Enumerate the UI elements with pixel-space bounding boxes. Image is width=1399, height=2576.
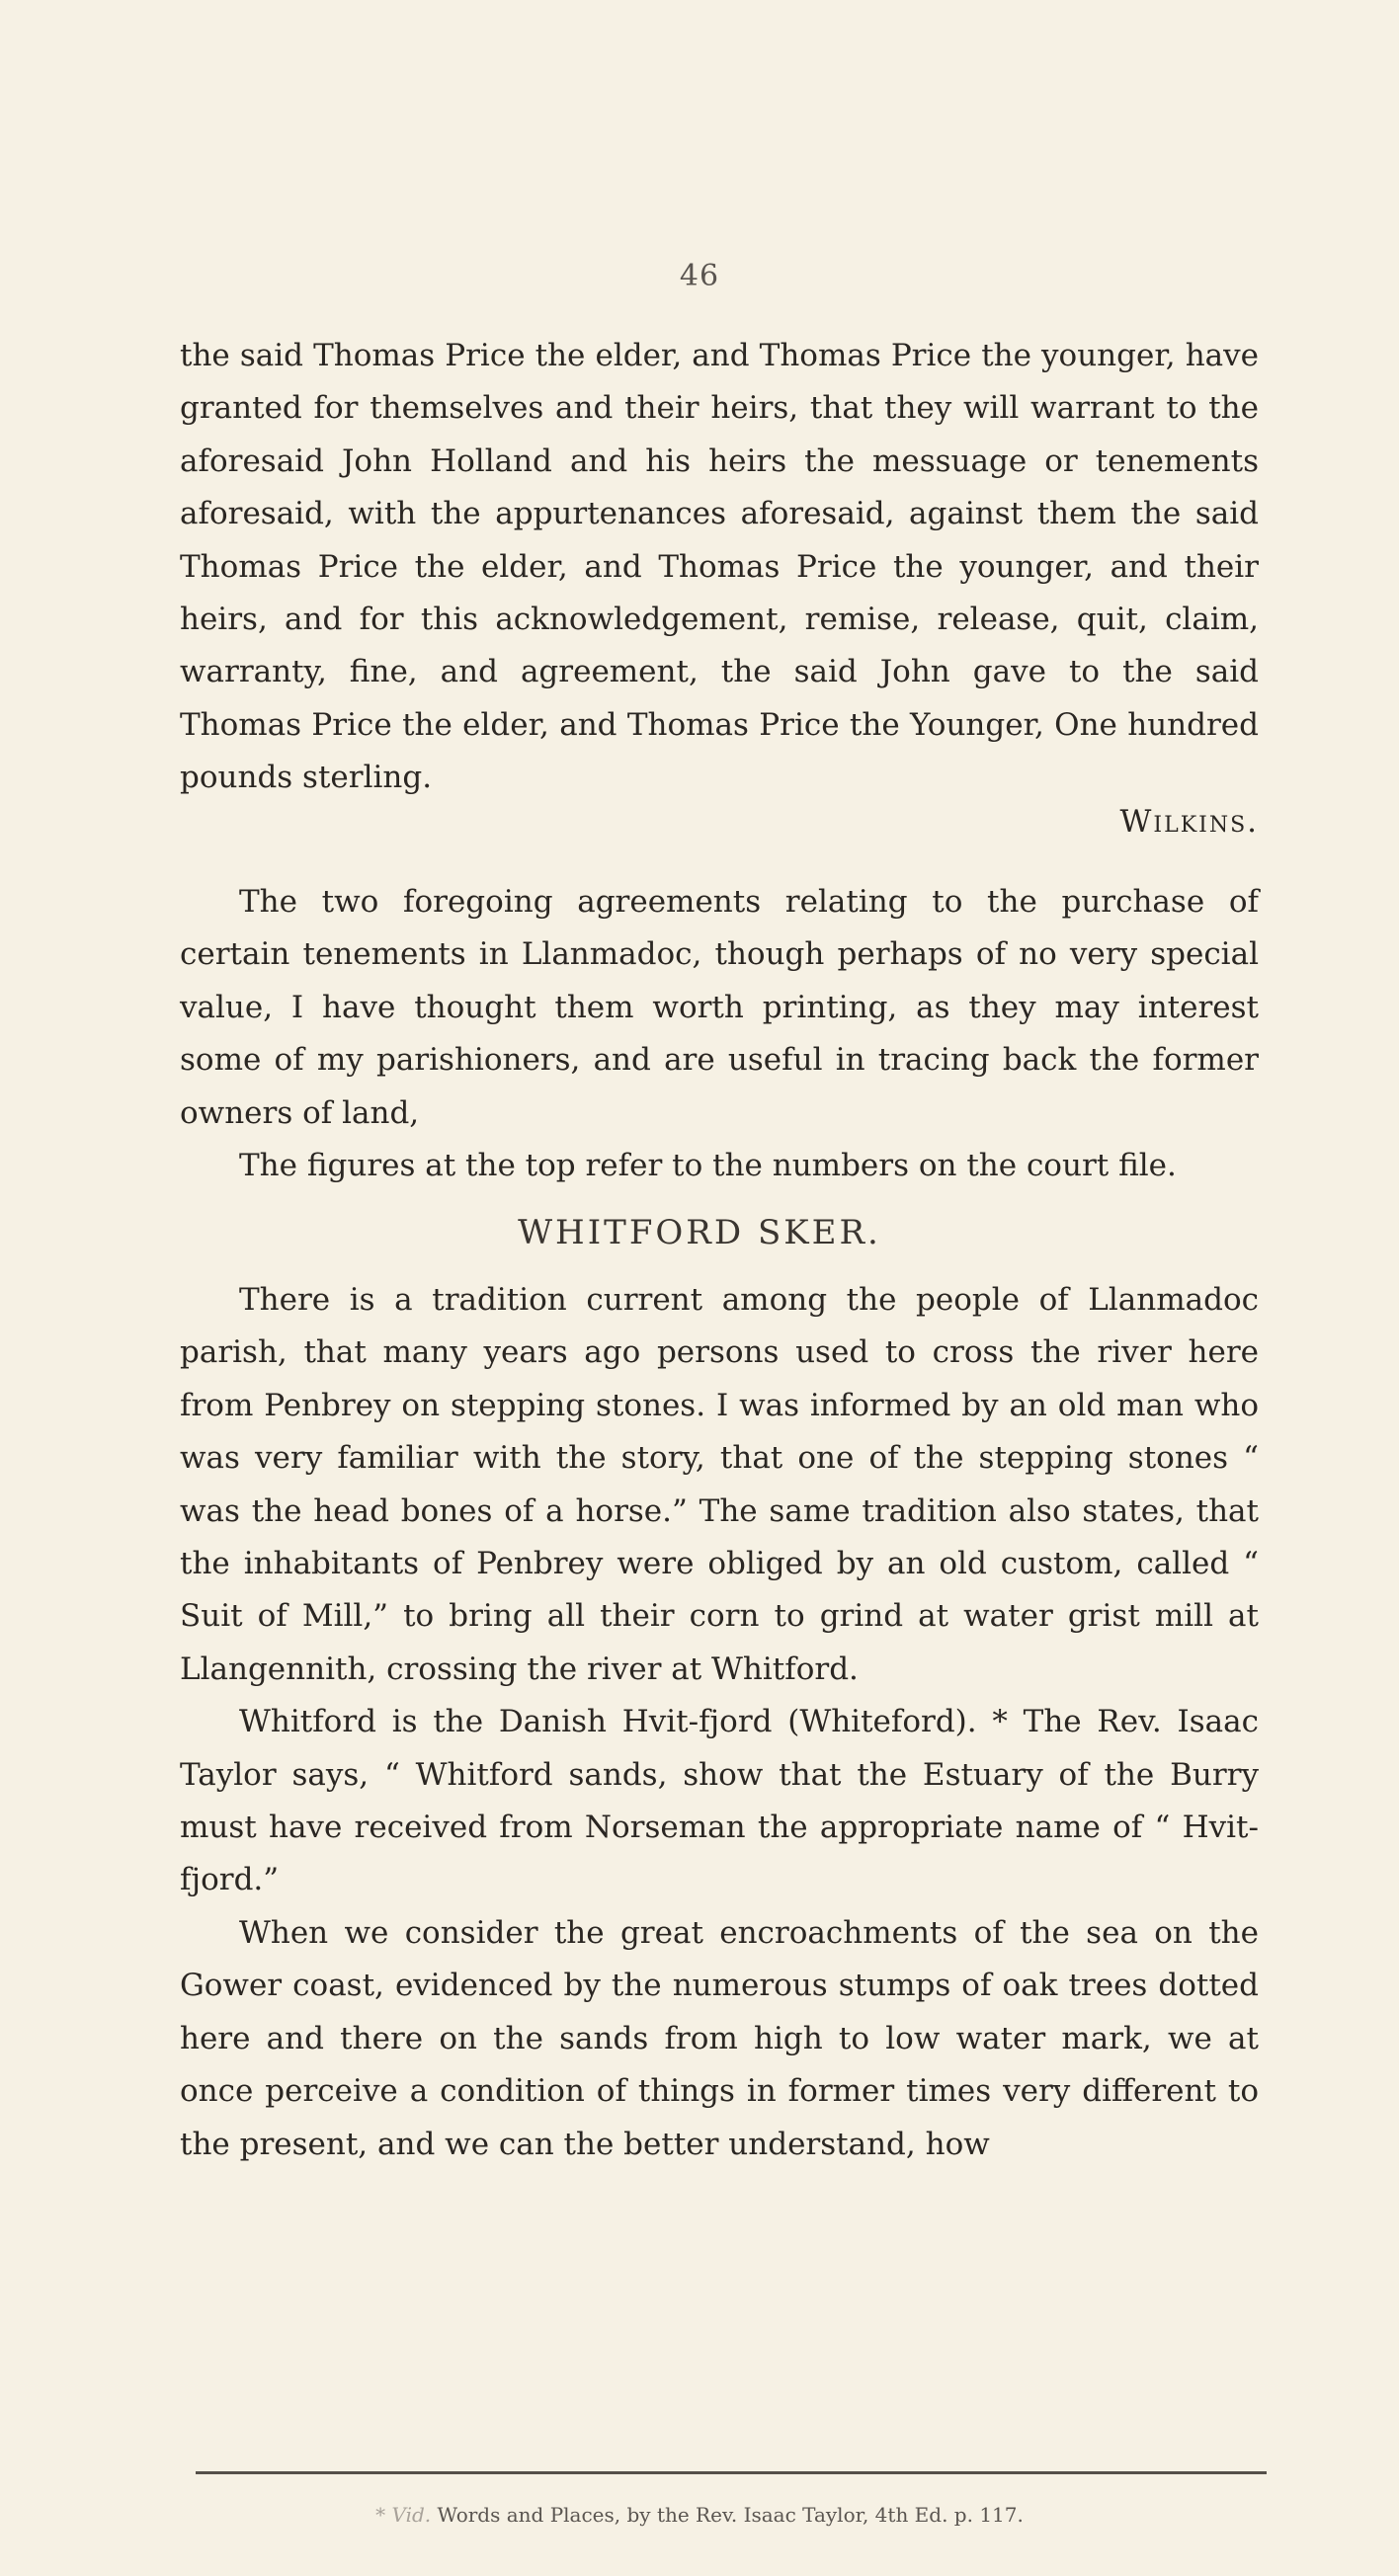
paragraph: Whitford is the Danish Hvit-fjord (Whiteford). * The Rev. Isaac Taylor says, “ Whitford sands, show that the Estuary of the Burry must have received from Norseman the appropriate name of “ Hvit-fjord.” — [180, 1704, 1259, 1898]
paragraph: The figures at the top refer to the numbers on the court file. — [239, 1148, 1177, 1184]
paragraph: the said Thomas Price the elder, and Thomas Price the younger, have granted for themselves and their heirs, that they will warrant to the aforesaid John Holland and his heirs the messuage or tenements aforesaid, with the appurtenances aforesaid, against them the said Thomas Price the elder, and Thomas Price the younger, and their heirs, and for this acknowledgement, remise, release, quit, claim, warranty, fine, and agreement, the said John gave to the said Thomas Price the elder, and Thomas Price the Younger, One hundred pounds sterling. — [180, 338, 1259, 796]
footnote-divider — [196, 2471, 1267, 2474]
footnote-text: Words and Places, by the Rev. Isaac Taylor, 4th Ed. p. 117. — [437, 2503, 1024, 2527]
signature: Wilkins. — [1119, 804, 1259, 840]
section-text — [180, 1274, 1259, 2171]
paragraph: There is a tradition current among the people of Llanmadoc parish, that many years ago persons used to cross the river here from Penbrey on stepping stones. I was informed by an old man who was very familiar with the story, that one of the stepping stones “ was the head bones of a horse.” The same tradition also states, that the inhabitants of Penbrey were obliged by an old custom, called “ Suit of Mill,” to bring all their corn to grind at water grist mill at Llangennith, crossing the river at Whitford. — [180, 1282, 1259, 1687]
section-heading: WHITFORD SKER. — [518, 1213, 881, 1252]
commentary-text — [180, 876, 1259, 1192]
footnote-marker: * Vid. — [375, 2503, 432, 2527]
paragraph: When we consider the great encroachments of the sea on the Gower coast, evidenced by the numerous stumps of oak trees dotted here and there on the sands from high to low water mark, we at once perceive a condition of things in former times very different to the present, and we can the better understand, how — [180, 1914, 1259, 2162]
footnote — [0, 2503, 1399, 2527]
continued-text — [180, 330, 1259, 805]
paragraph: The two foregoing agreements relating to the purchase of certain tenements in Llanmadoc, though perhaps of no very special value, I have thought them worth printing, as they may interest some of my parishioners, and are useful in tracing back the former owners of land, — [180, 884, 1259, 1131]
page-number: 46 — [679, 259, 720, 293]
